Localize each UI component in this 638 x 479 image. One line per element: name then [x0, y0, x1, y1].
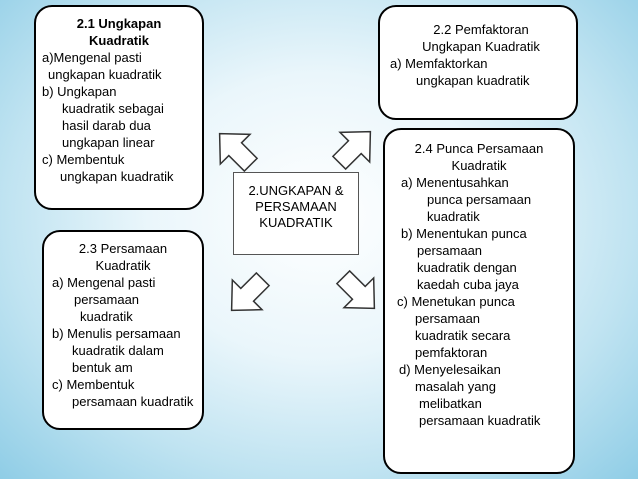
box-2-1-ungkapan-kuadratik — [34, 5, 204, 210]
list-item: bentuk am — [72, 360, 133, 375]
list-item: c) Membentuk — [42, 152, 125, 167]
arrow-down-right-icon — [328, 262, 389, 323]
box-title: Ungkapan Kuadratik — [422, 39, 540, 54]
box-title: Kuadratik — [95, 258, 151, 273]
list-item: a) Memfaktorkan — [390, 56, 488, 71]
box-title: Kuadratik — [451, 158, 507, 173]
list-item: pemfaktoran — [415, 345, 488, 360]
list-item: kaedah cuba jaya — [417, 277, 519, 292]
list-item: hasil darab dua — [62, 118, 151, 133]
list-item: kuadratik dalam — [72, 343, 164, 358]
list-item: persamaan kuadratik — [419, 413, 541, 428]
list-item: ungkapan linear — [62, 135, 155, 150]
box-title: 2.2 Pemfaktoran — [433, 22, 529, 37]
list-item: c) Menetukan punca — [397, 294, 515, 309]
list-item: d) Menyelesaikan — [399, 362, 501, 377]
box-title: 2.1 Ungkapan — [76, 16, 162, 31]
box-title: Kuadratik — [89, 33, 149, 48]
arrow-up-left-icon — [205, 119, 266, 180]
list-item: kuadratik secara — [415, 328, 511, 343]
list-item: b) Menulis persamaan — [52, 326, 181, 341]
list-item: ungkapan kuadratik — [48, 67, 162, 82]
center-line: KUADRATIK — [259, 215, 333, 230]
box-2-2-pemfaktoran — [378, 5, 578, 120]
list-item: kuadratik — [80, 309, 133, 324]
list-item: persamaan — [74, 292, 140, 307]
list-item: persamaan — [417, 243, 483, 258]
list-item: ungkapan kuadratik — [416, 73, 530, 88]
list-item: a) Mengenal pasti — [52, 275, 156, 290]
center-topic-box — [233, 172, 359, 255]
center-line: 2.UNGKAPAN & — [248, 183, 344, 198]
list-item: ungkapan kuadratik — [60, 169, 174, 184]
arrow-up-right-icon — [324, 117, 385, 178]
list-item: melibatkan — [419, 396, 482, 411]
list-item: kuadratik — [427, 209, 480, 224]
list-item: kuadratik sebagai — [62, 101, 164, 116]
box-2-3-persamaan-kuadratik — [42, 230, 204, 430]
list-item: b) Ungkapan — [42, 84, 117, 99]
box-title: 2.3 Persamaan — [78, 241, 168, 256]
list-item: a) Menentusahkan — [401, 175, 509, 190]
arrow-down-left-icon — [217, 264, 278, 325]
list-item: persamaan kuadratik — [72, 394, 194, 409]
list-item: c) Membentuk — [52, 377, 135, 392]
list-item: a)Mengenal pasti — [42, 50, 142, 65]
list-item: masalah yang — [415, 379, 496, 394]
list-item: kuadratik dengan — [417, 260, 517, 275]
list-item: punca persamaan — [427, 192, 532, 207]
box-title: 2.4 Punca Persamaan — [414, 141, 544, 156]
list-item: b) Menentukan punca — [401, 226, 527, 241]
list-item: persamaan — [415, 311, 481, 326]
center-line: PERSAMAAN — [255, 199, 337, 214]
box-2-4-punca-persamaan — [383, 128, 575, 474]
